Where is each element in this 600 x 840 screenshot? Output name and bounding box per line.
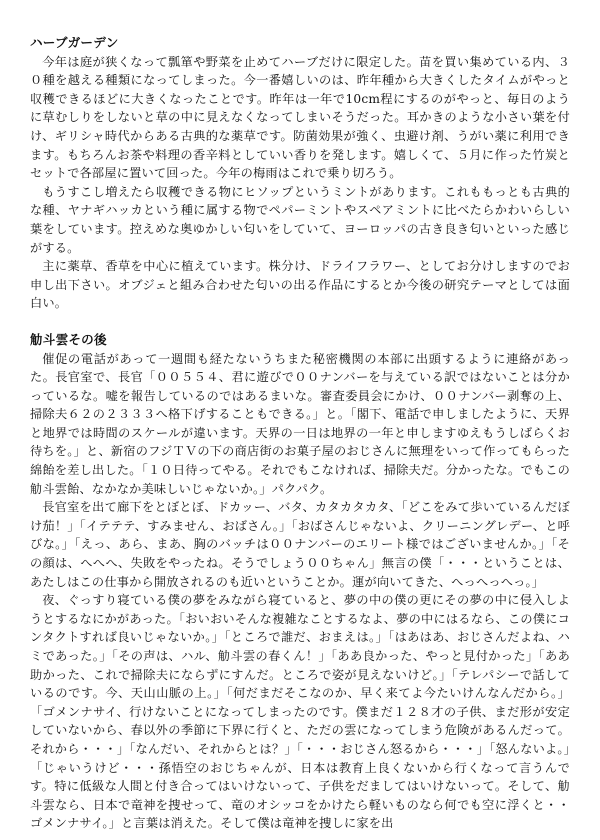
paragraph: 催促の電話があって一週間も経たないうちまた秘密機関の本部に出頭するように連絡があった。長官室で、長官「００５５４、君に遊びで００ナンバーを与えている訳ではないことは分かっているな。嘘を報告しているのではあるまいな。審査委員会にかけ、００ナンバー剥奪の上、掃除夫６２の２３３３へ格下げすることもできる。」と。「閣下、電話で申しましたように、天界と地界では時間のスケールが違います。天界の一日は地界の一年と申しますゆえもうしばらくお待ちを。」と、新宿のフジＴＶの下の商店街のお菓子屋のおじさんに無理をいって作ってもらった綿飴を差し出した。「１０日待ってやる。それでもこなければ、掃除夫だ。分かったな。でもこの觔斗雲飴、なかなか美味しいじゃないか。」パクパク。 bbox=[30, 351, 570, 496]
paragraph: 夜、ぐっすり寝ている僕の夢をみながら寝ていると、夢の中の僕の更にその夢の中に侵入しようとするなにかがあった。「おいおいそんな複雑なことするなよ、夢の中にはるなら、この僕にコンタクトすれば良いじゃないか。」「ところで誰だ、おまえは。」「はあはあ、おじさんだよね、ハミであった。」「その声は、ハル、觔斗雲の春くん！」「ああ良かった、やっと見付かった」「ああ助かった、これで掃除夫にならずにすんだ。ところで姿が見えないけど。」「テレパシーで話しているのです。今、天山山脈の上。」「何だまだそこなのか、早く来てよ今たいけんなんだから。」「ゴメンナサイ、行けないことになってしまったのです。僕まだ１２８才の子供、まだ形が安定していないから、春以外の季節に下界に行くと、ただの雲になってしまう危険があるんだって。それから・・・」「なんだい、それからとは？」「・・・おじさん怒るから・・・」「怒んないよ。」「じゃいうけど・・・孫悟空のおじちゃんが、日本は教育上良くないから行くなって言うんです。特に低級な人間と付き合ってはいけないって、子供をだましてはいけないって。そして、觔斗雲なら、日本で竜神を捜せって、竜のオシッコをかけたら軽いものなら何でも空に浮くと・・ゴメンナサイ。」と言葉は消えた。そして僕は竜神を捜しに家を出 bbox=[30, 593, 570, 831]
section-title: ハーブガーデン bbox=[30, 35, 119, 50]
paragraph: もうすこし増えたら収穫できる物にヒソップというミントがあります。これももっとも古典的な種、ヤナギハッカという種に属する物でペパーミントやスペアミントに比べたらかわいらしい葉をしています。控えめな奥ゆかしい匂いをしていて、ヨーロッパの古き良き匂いといった感じがする。 bbox=[30, 184, 570, 255]
paragraph: 今年は庭が狭くなって瓢箪や野菜を止めてハーブだけに限定した。苗を買い集めている内、３０種を越える種類になってしまった。今一番嬉しいのは、昨年種から大きくしたタイムがやっと収穫できるほどに大きくなったことです。昨年は一年で10cm程にするのがやっと、毎日のように草むしりをしないと草の中に見えなくなってしまいそうだった。耳かきのような小さい葉を付け、ギリシャ時代からある古典的な薬草です。防菌効果が強く、虫避け剤、うがい薬に利用できます。もちろんお茶や料理の香辛料としていい香りを発します。嬉しくて、５月に作った竹炭とセットで各部屋に置いて回った。今年の梅雨はこれで乗り切ろう。 bbox=[30, 54, 570, 181]
section-herb-garden bbox=[30, 34, 570, 313]
section-title: 觔斗雲その後 bbox=[30, 331, 107, 347]
document-page bbox=[30, 34, 570, 833]
paragraph: 長官室を出て廊下をとぼとぼ、ドカッー、バタ、カタカタカタ、「どこをみて歩いているんだぼけ茄！」「イテテテ、すみません、おばさん。」「おばさんじゃないよ、クリーニングレデー、と呼びな。」「えっ、あら、まあ、胸のバッチは００ナンバーのエリート様ではございませんか。」「その顔は、へへへ、失敗をやったね。そうでしょう００ちゃん」無言の僕「・・・ということは、あたしはこの仕事から開放されるのも近いということか。運が向いてきた、へっへっへっ。」 bbox=[30, 500, 570, 589]
paragraph: 主に薬草、香草を中心に植えています。株分け、ドライフラワー、としてお分けしますのでお申し出下さい。オブジェと組み合わせた匂いの出る作品にするとか今後の研究テーマとしては面白い。 bbox=[30, 259, 570, 311]
section-kintoun bbox=[30, 331, 570, 833]
